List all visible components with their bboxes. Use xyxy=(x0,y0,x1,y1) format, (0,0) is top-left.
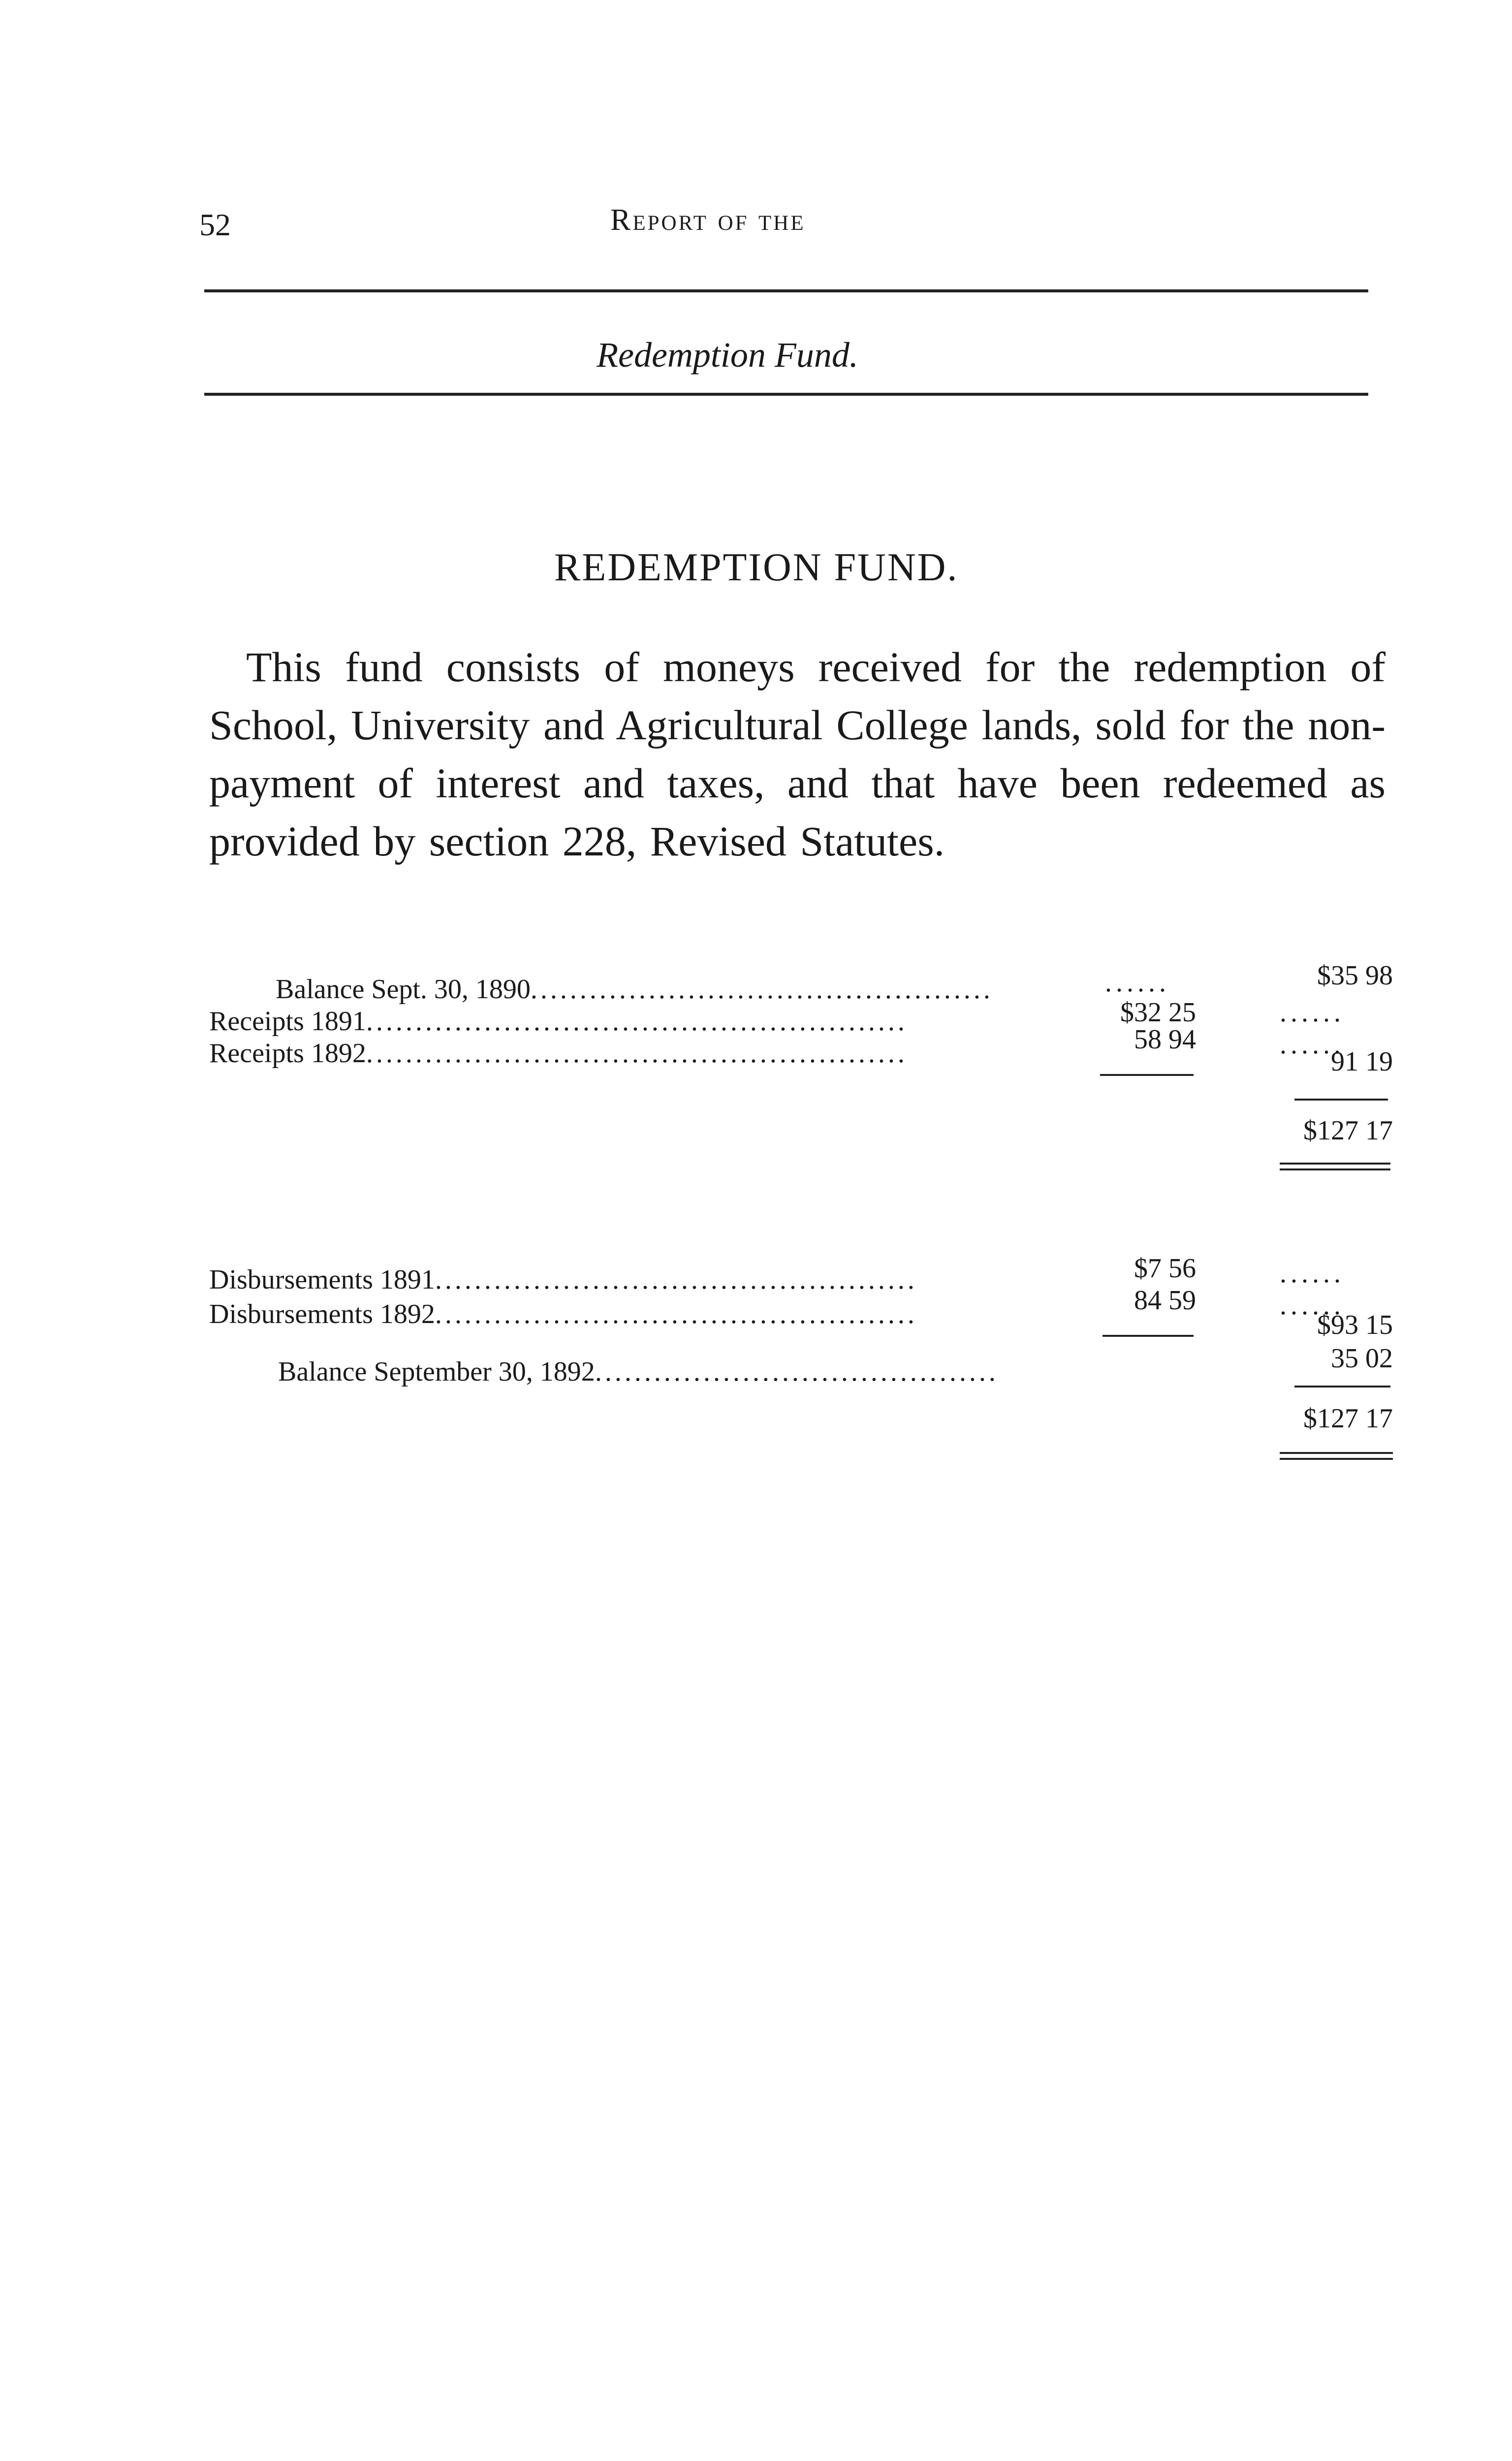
disbursements-1891-amount: $7 56 xyxy=(1134,1253,1196,1284)
receipts-total: $127 17 xyxy=(1303,1115,1393,1146)
receipts-1892-label: Receipts 1892....................................................... xyxy=(209,1038,908,1069)
dot-leader: ...... xyxy=(1280,1029,1345,1060)
receipts-1891-amount: $32 25 xyxy=(1120,997,1196,1028)
receipts-total-rule xyxy=(1294,1099,1388,1101)
disbursements-sum-rule xyxy=(1102,1335,1194,1337)
page-number: 52 xyxy=(199,207,231,242)
disbursements-1891-label: Disbursements 1891................................................. xyxy=(209,1264,917,1295)
header-rule-bottom xyxy=(204,393,1368,396)
opening-balance-amount: $35 98 xyxy=(1317,960,1393,991)
dot-leader: ...... xyxy=(1280,997,1345,1028)
dot-leader: ...... xyxy=(1280,1258,1345,1289)
fund-heading: REDEMPTION FUND. xyxy=(554,546,959,589)
dot-leader: ...... xyxy=(1105,967,1170,998)
disbursements-total-rule xyxy=(1294,1386,1390,1388)
section-title: Redemption Fund. xyxy=(597,335,858,375)
header-rule-top xyxy=(204,289,1368,292)
disbursements-subtotal: $93 15 xyxy=(1317,1310,1393,1340)
running-head: Report of the xyxy=(610,203,806,237)
disbursements-total: $127 17 xyxy=(1303,1403,1393,1434)
receipts-subtotal: 91 19 xyxy=(1331,1046,1393,1077)
closing-balance-amount: 35 02 xyxy=(1331,1343,1393,1374)
closing-balance-label: Balance September 30, 1892......................................... xyxy=(278,1357,999,1387)
receipts-total-double-rule xyxy=(1280,1163,1390,1170)
disbursements-1892-label: Disbursements 1892................................................. xyxy=(209,1299,917,1329)
receipts-1892-amount: 58 94 xyxy=(1134,1024,1196,1055)
disbursements-total-double-rule xyxy=(1280,1452,1393,1460)
dot-leader: ...... xyxy=(1280,1290,1345,1321)
receipts-sum-rule xyxy=(1100,1074,1194,1076)
fund-description: This fund consists of moneys received for the redemption of School, University and Agricultural College lands, sold for the non-payment of interest and taxes, and that have been redeemed as provided by section 228, Revised Statutes. xyxy=(209,643,1386,865)
disbursements-1892-amount: 84 59 xyxy=(1134,1285,1196,1316)
opening-balance-label: Balance Sept. 30, 1890............................................... xyxy=(276,974,993,1005)
receipts-1891-label: Receipts 1891....................................................... xyxy=(209,1006,908,1037)
